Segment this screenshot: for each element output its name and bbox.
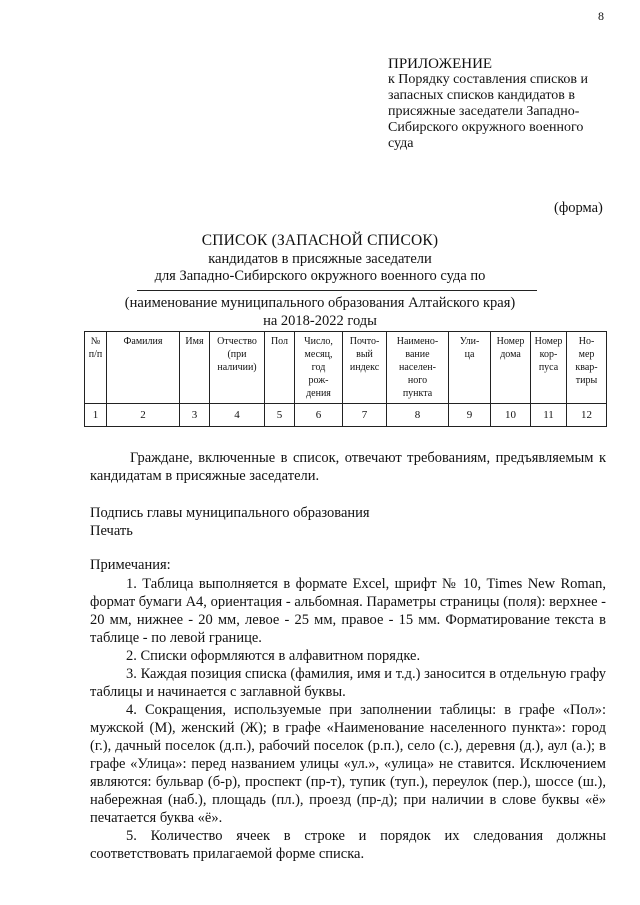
number-cell: 11 [531,404,567,427]
appendix-line: присяжные заседатели Западно- [388,104,580,119]
number-cell: 4 [210,404,265,427]
header-cell-house: Номер дома [491,332,531,404]
header-cell-patronymic: Отчество (при наличии) [210,332,265,404]
note-item: 3. Каждая позиция списка (фамилия, имя и т.д.) заносится в отдельную графу таблицы и начинается с заглавной буквы. [90,666,606,700]
note-item: 4. Сокращения, используемые при заполнении таблицы: в графе «Пол»: мужской (М), женский (Ж); в графе «Наименование населенного пункта»: город (г.), дачный поселок (д.п.), рабочий поселок (р.п.), село (с.), деревня (д.), аул (а.); в графе «Улица»: перед названием улицы «ул.», «улица» не ставится. Исключением являются: бульвар (б-р), проспект (пр-т), тупик (туп.), переулок (пер.), шоссе (ш.), набережная (наб.), площадь (пл.), проезд (пр-д); при наличии в слове буквы «ё» печатается буква «ё». [90,702,606,826]
notes-list [90,575,606,863]
citizens-text: Граждане, включенные в список, отвечают требованиям, предъявляемым к кандидатам в присяжные заседатели. [90,450,606,484]
signature-block [90,504,370,540]
header-cell-sex: Пол [265,332,295,404]
document-title: СПИСОК (ЗАПАСНОЙ СПИСОК) [201,232,439,249]
title-line-3: для Западно-Сибирского окружного военного суда по [154,268,486,284]
number-cell: 3 [180,404,210,427]
header-cell-surname: Фамилия [107,332,180,404]
form-label: (форма) [554,200,603,216]
note-item: 2. Списки оформляются в алфавитном порядке. [126,648,421,664]
page-number: 8 [598,9,604,23]
header-cell-number: № п/п [85,332,107,404]
header-cell-locality: Наимено- вание населен- ного пункта [387,332,449,404]
note-item: 5. Количество ячеек в строке и порядок их следования должны соответствовать прилагаемой форме списка. [90,828,606,862]
header-cell-building: Номер кор- пуса [531,332,567,404]
header-cell-street: Ули- ца [449,332,491,404]
appendix-block [388,56,620,152]
note-item: 1. Таблица выполняется в формате Excel, шрифт № 10, Times New Roman, формат бумаги А4, ориентация - альбомная. Параметры страницы (поля): верхнее - 20 мм, нижнее - 20 мм, левое - 25 мм, правое - 15 мм. Форматирование текста в таблице - по левой границе. [90,576,606,646]
title-line-5: на 2018-2022 годы [263,313,377,329]
number-cell: 7 [343,404,387,427]
candidates-table [84,331,607,427]
stamp-line: Печать [90,523,133,539]
appendix-line: запасных списков кандидатов в [388,88,576,103]
number-cell: 9 [449,404,491,427]
appendix-line: Сибирского окружного военного [388,120,584,135]
citizens-paragraph [90,449,606,485]
appendix-line: к Порядку составления списков и [388,72,589,87]
appendix-title: ПРИЛОЖЕНИЕ [388,56,493,72]
number-cell: 12 [567,404,607,427]
number-cell: 1 [85,404,107,427]
title-line-2: кандидатов в присяжные заседатели [208,251,432,267]
number-cell: 6 [295,404,343,427]
number-cell: 5 [265,404,295,427]
number-cell: 10 [491,404,531,427]
blank-underline [137,290,537,291]
table-header-row [85,332,607,404]
table-number-row [85,404,607,427]
header-cell-apartment: Но- мер квар- тиры [567,332,607,404]
notes-title: Примечания: [90,557,171,573]
number-cell: 2 [107,404,180,427]
appendix-line: суда [388,136,414,151]
number-cell: 8 [387,404,449,427]
header-cell-name: Имя [180,332,210,404]
signature-line: Подпись главы муниципального образования [90,505,370,521]
header-cell-postcode: Почто- вый индекс [343,332,387,404]
header-cell-birthdate: Число, месяц, год рож- дения [295,332,343,404]
title-line-4: (наименование муниципального образования Алтайского края) [124,295,516,311]
